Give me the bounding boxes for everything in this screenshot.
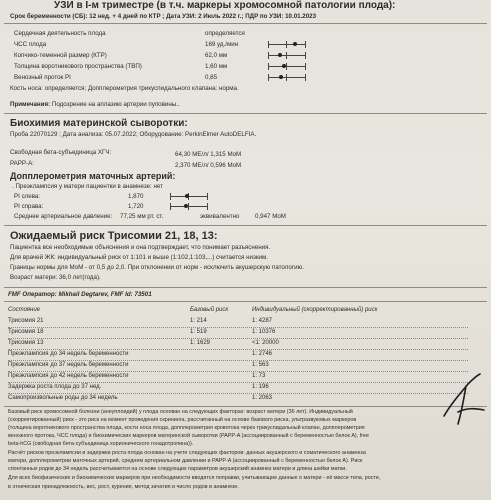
risk-table-header	[8, 307, 468, 316]
row-separator	[8, 327, 468, 328]
range-plot-crl	[268, 52, 306, 59]
range-plot-pi-right	[170, 203, 208, 210]
risk-table-row	[8, 329, 468, 338]
risk-cell: 1: 214	[190, 318, 207, 324]
signature	[440, 372, 488, 432]
risk-col-header: Базовый риск	[190, 307, 229, 313]
risk-cell: Задержка роста плода до 37 нед.	[8, 384, 102, 390]
us-row-value: определяется	[205, 30, 245, 37]
biochem-row-label: Свободная бета-субъединица ХГЧ:	[10, 149, 112, 156]
risk-cell: 1: 10376	[252, 329, 276, 335]
risk-cell: Трисомия 18	[8, 329, 44, 335]
notes-line	[10, 101, 180, 108]
risk-cell: Самопроизвольные роды до 34 недель	[8, 395, 118, 401]
footer-line: в этническая принадлежность, вес, рост, курение, метод зачатия и число родов в анамнезе.	[8, 484, 239, 490]
divider	[4, 113, 487, 114]
notes-label: Примечания:	[10, 101, 51, 108]
risk-cell: 1: 2063	[252, 395, 273, 401]
footer-line: Расчёт рисков преэклампсии и задержки роста плода основан на учете следующих факторов: данных акушерского и соматического анамнеза	[8, 450, 366, 456]
risk-line: Возраст матери: 36,0 лет(года).	[10, 274, 101, 281]
divider	[4, 287, 487, 288]
us-row-label: Толщина воротникового пространства (ТВП)	[14, 63, 142, 70]
risk-col-header: Состояние	[8, 307, 40, 313]
nose-bone-line: Кость носа: определяется; Допплерометрия трикуспидального клапана: норма.	[10, 85, 239, 92]
biochem-row-value: 2,370 МЕ/л/ 0,596 MoM	[175, 162, 242, 169]
risk-cell: <1: 20000	[252, 340, 279, 346]
header-divider	[4, 23, 487, 24]
range-plot-pi-left	[170, 193, 208, 200]
footer-line: beta-hCG (свободная бета-субъединица хорионического гонадотропина)).	[8, 441, 194, 447]
biochem-title: Биохимия материнской сыворотки:	[10, 118, 188, 129]
pressure-mom: 0,947 MoM	[255, 213, 286, 220]
footer-line: (толщина воротникового пространства плода, кости носа плода, допплерометрия кровотока через трикуспидальный клапан, допплерометрия	[8, 425, 365, 431]
risk-col-header: Индивидуальный (скорректированный) риск	[252, 307, 378, 313]
footer-line: (скорректированный) риск - это риск на момент проведения скрининга, рассчитанный на основе базового риска, ультразвуковых маркеров	[8, 417, 357, 423]
ultrasound-date-line: Срок беременности (СБ): 12 нед. + 4 дней по КТР ; Дата УЗИ: 2 Июль 2022 г.; ПДР по УЗИ: 10.01.2023	[10, 13, 317, 20]
doppler-row-label: PI слева:	[14, 193, 41, 200]
us-row-value: 0,85	[205, 74, 218, 81]
risk-line: Границы нормы для MoM - от 0,5 до 2,0. При отклонении от норм - исключить акушерскую патологию.	[10, 264, 304, 271]
footer-line: Для всех биофизических и биохимических маркеров при необходимости вводятся поправки, учитывающие данные о матери - её массе тела, росте,	[8, 475, 381, 481]
ultrasound-section-title: УЗИ в I-м триместре (в т.ч. маркеры хромосомной патологии плода):	[54, 0, 396, 11]
risk-cell: Преэклампсия до 42 недель беременности	[8, 373, 129, 379]
pressure-value: 77,25 мм рт. ст.	[120, 213, 164, 220]
row-separator	[8, 360, 468, 361]
footer-line: матери, допплерометрии маточных артерий, среднем артериальном давлении и PAPP-A (ассоциированный с беременностью белок А). Риск	[8, 458, 363, 464]
operator-line: FMF Оператор: Mikhail Degtarev, FMF Id: 73501	[8, 291, 152, 298]
risk-table-row	[8, 362, 468, 371]
risk-cell: 1: 563	[252, 362, 269, 368]
risk-title: Ожидаемый риск Трисомии 21, 18, 13:	[10, 230, 218, 242]
risk-cell: 1: 73	[252, 373, 266, 379]
biochem-row-value: 64,30 МЕ/л/ 1,315 MoM	[175, 151, 242, 158]
footer-line: спонтанных родов до 34 недель рассчитывается на основе следующих параметров акушерский анамнез матери и длина шейки матки.	[8, 466, 347, 472]
row-separator	[8, 371, 468, 372]
risk-cell: Трисомия 21	[8, 318, 44, 324]
us-row-label: Копчико-теменной размер (КТР)	[14, 52, 107, 59]
footer-line: Базовый риск хромосомной болезни (анеуплоидий) у плода основан на следующих факторах: возраст матери (36 лет). Индивидуальный	[8, 409, 353, 415]
doppler-row-value: 1,870	[128, 193, 144, 200]
divider	[4, 225, 487, 226]
us-row-label: Венозный проток PI	[14, 74, 71, 81]
risk-table-row	[8, 373, 468, 382]
risk-table-row	[8, 351, 468, 360]
us-row-label: ЧСС плода	[14, 41, 47, 48]
risk-line: Пациентка все необходимые объяснения и она подтверждает, что понимает разъяснения.	[10, 244, 271, 251]
us-row-value: 1,60 мм	[205, 63, 228, 70]
row-separator	[8, 382, 468, 383]
pressure-equivalent: эквивалентно	[200, 213, 240, 220]
risk-cell: 1: 196	[252, 384, 269, 390]
risk-cell: Преэклампсия до 34 недель беременности	[8, 351, 129, 357]
risk-cell: 1: 1629	[190, 340, 211, 346]
risk-cell: 1: 519	[190, 329, 207, 335]
us-row-value: 62,0 мм	[205, 52, 228, 59]
risk-cell: 1: 2746	[252, 351, 273, 357]
risk-cell: Преэклампсия до 37 недель беременности	[8, 362, 129, 368]
biochem-sample-line: Проба 22070129 ; Дата анализа: 05.07.2022; Оборудование: PerkinElmer AutoDELFIA.	[10, 131, 257, 138]
divider	[4, 406, 487, 407]
range-plot-fhr	[268, 41, 306, 48]
range-plot-dv	[268, 74, 306, 81]
row-separator	[8, 349, 468, 350]
doppler-preeclampsia-line: . Преэклампсия у матери пациентки в анамнезе: нет	[12, 183, 163, 190]
divider	[4, 301, 487, 302]
risk-table-row	[8, 318, 468, 327]
risk-line: Для врачей ЖК: индивидуальный риск от 1:101 и выше (1:102,1:103,...) считается низким.	[10, 254, 268, 261]
risk-cell: 1: 4287	[252, 318, 273, 324]
range-plot-nt	[268, 63, 306, 70]
risk-table-row	[8, 384, 468, 393]
doppler-row-label: PI справа:	[14, 203, 44, 210]
risk-table-row	[8, 340, 468, 349]
notes-text: Подозрение на аплазию артерии пуповины..	[51, 101, 180, 108]
footer-line: венозного протока, ЧСС плода) и биохимических маркеров материнской сыворотки (PAPP-A (ассоциированный с беременностью белок А), free	[8, 433, 370, 439]
risk-cell: Трисомия 13	[8, 340, 44, 346]
row-separator	[8, 393, 468, 394]
pressure-label: Среднее артериальное давление:	[14, 213, 113, 220]
us-row-value: 169 уд./мин	[205, 41, 239, 48]
doppler-title: Допплерометрия маточных артерий:	[10, 171, 176, 181]
risk-table-row	[8, 395, 468, 404]
biochem-row-label: PAPP-A:	[10, 160, 34, 167]
us-row-label: Сердечная деятельность плода	[14, 30, 106, 37]
row-separator	[8, 338, 468, 339]
doppler-row-value: 1,720	[128, 203, 144, 210]
